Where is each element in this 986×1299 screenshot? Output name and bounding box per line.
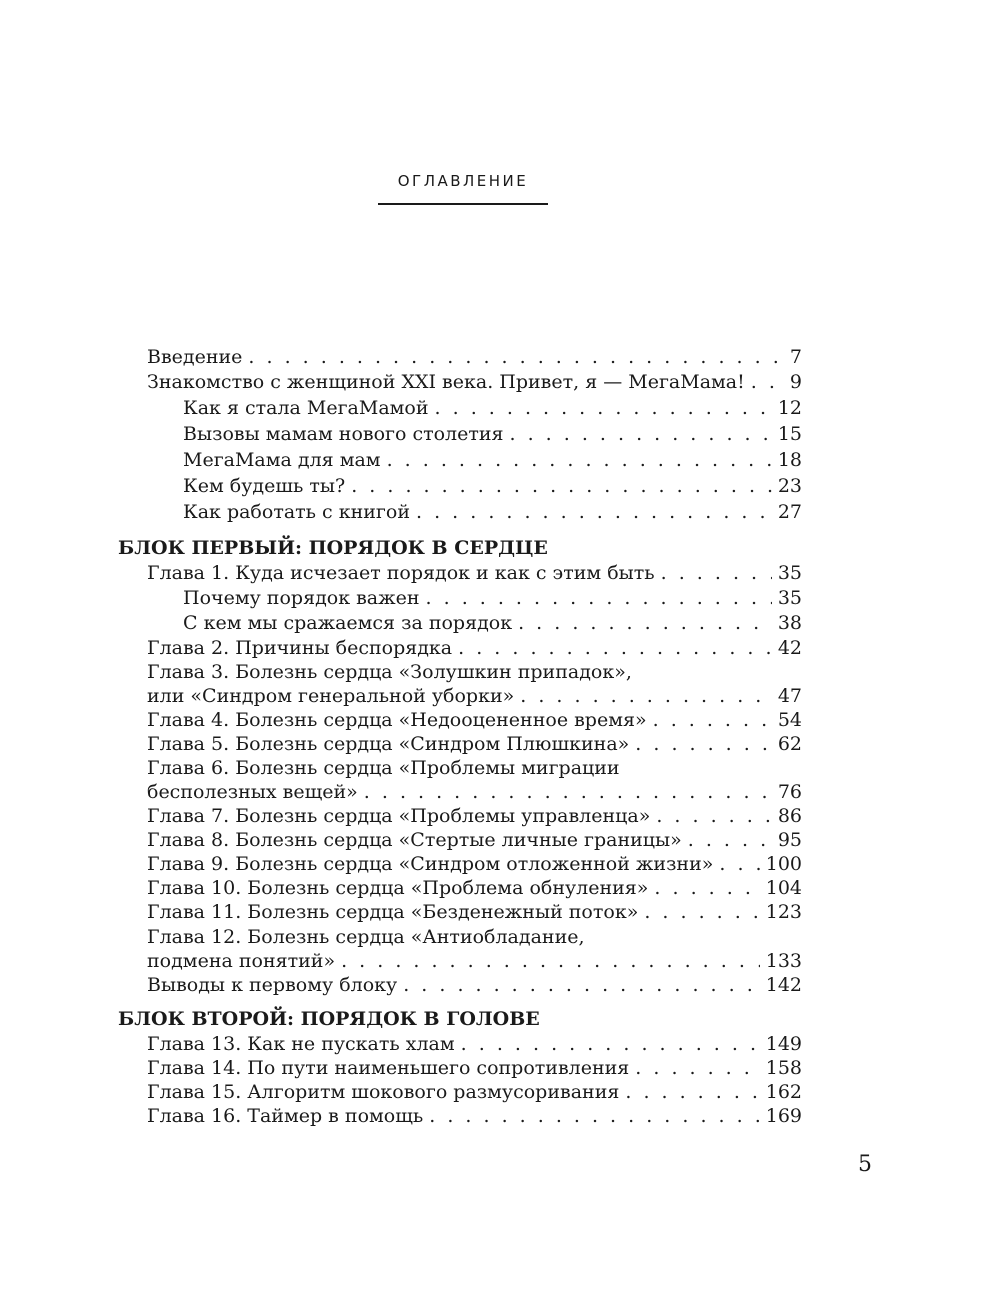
toc-entry-title: Глава 14. По пути наименьшего сопротивления xyxy=(147,1057,630,1079)
dot-leader xyxy=(248,345,783,369)
dot-leader xyxy=(635,1056,759,1080)
toc-entry-title: Глава 4. Болезнь сердца «Недооцененное время» xyxy=(147,709,647,731)
toc-entry-title: Вызовы мамам нового столетия xyxy=(183,423,504,445)
dot-leader xyxy=(635,732,772,756)
toc-heading: ОГЛАВЛЕНИЕ xyxy=(397,172,529,190)
toc-page-number: 76 xyxy=(777,781,802,803)
toc-entry-title: Глава 11. Болезнь сердца «Безденежный поток» xyxy=(147,901,639,923)
dot-leader xyxy=(416,500,772,524)
toc-page-number: 162 xyxy=(765,1081,802,1103)
toc-entry-title: Глава 7. Болезнь сердца «Проблемы управленца» xyxy=(147,805,651,827)
toc-page-number: 149 xyxy=(765,1033,802,1055)
dot-leader xyxy=(461,1032,760,1056)
toc-page-number: 100 xyxy=(765,853,802,875)
dot-leader xyxy=(387,448,772,472)
toc-entry[interactable] xyxy=(147,876,802,900)
toc-entry[interactable] xyxy=(147,1056,802,1080)
dot-leader xyxy=(429,1104,759,1128)
toc-entry[interactable] xyxy=(147,370,802,394)
toc-entry-title: МегаМама для мам xyxy=(183,449,381,471)
toc-entry[interactable] xyxy=(147,636,802,660)
toc-entry[interactable] xyxy=(147,973,802,997)
toc-entry[interactable] xyxy=(147,684,802,708)
toc-entry-title: подмена понятий» xyxy=(147,950,336,972)
toc-entry-title: Глава 5. Болезнь сердца «Синдром Плюшкина» xyxy=(147,733,630,755)
toc-entry[interactable] xyxy=(183,586,802,610)
page-number: 5 xyxy=(858,1152,872,1177)
dot-leader xyxy=(625,1080,759,1104)
toc-page-number: 47 xyxy=(777,685,802,707)
dot-leader xyxy=(654,876,759,900)
toc-page-number: 62 xyxy=(777,733,802,755)
dot-leader xyxy=(688,828,772,852)
toc-entry-title: Глава 13. Как не пускать хлам xyxy=(147,1033,455,1055)
toc-entry[interactable] xyxy=(147,925,802,949)
dot-leader xyxy=(426,586,772,610)
dot-leader xyxy=(518,611,772,635)
toc-entry[interactable] xyxy=(147,780,802,804)
toc-page-number: 12 xyxy=(777,397,802,419)
dot-leader xyxy=(520,684,772,708)
toc-entry[interactable] xyxy=(147,660,802,684)
toc-entry-title: Как работать с книгой xyxy=(183,501,410,523)
toc-page-number: 54 xyxy=(777,709,802,731)
toc-page-number: 35 xyxy=(777,587,802,609)
toc-entry[interactable] xyxy=(183,611,802,635)
toc-page-number: 86 xyxy=(777,805,802,827)
toc-entry-title: Глава 10. Болезнь сердца «Проблема обнуления» xyxy=(147,877,649,899)
toc-entry[interactable] xyxy=(147,828,802,852)
toc-page-number: 27 xyxy=(777,501,802,523)
toc-entry-title: Глава 16. Таймер в помощь xyxy=(147,1105,424,1127)
dot-leader xyxy=(661,561,772,585)
toc-page-number: 104 xyxy=(765,877,802,899)
toc-entry[interactable] xyxy=(147,852,802,876)
toc-page-number: 42 xyxy=(777,637,802,659)
dot-leader xyxy=(719,852,759,876)
toc-entry-title: Глава 2. Причины беспорядка xyxy=(147,637,453,659)
toc-page-number: 133 xyxy=(765,950,802,972)
toc-page-number: 35 xyxy=(777,562,802,584)
dot-leader xyxy=(510,422,772,446)
toc-entry[interactable] xyxy=(183,474,802,498)
toc-entry-title: С кем мы сражаемся за порядок xyxy=(183,612,513,634)
dot-leader xyxy=(644,900,759,924)
toc-page-number: 18 xyxy=(777,449,802,471)
toc-entry-title: Как я стала МегаМамой xyxy=(183,397,429,419)
toc-entry[interactable] xyxy=(147,561,802,585)
toc-entry-title: Глава 9. Болезнь сердца «Синдром отложенной жизни» xyxy=(147,853,714,875)
toc-entry[interactable] xyxy=(147,804,802,828)
toc-entry[interactable] xyxy=(183,396,802,420)
toc-entry-title: или «Синдром генеральной уборки» xyxy=(147,685,515,707)
dot-leader xyxy=(364,780,772,804)
toc-entry[interactable] xyxy=(147,949,802,973)
dot-leader xyxy=(403,973,760,997)
dot-leader xyxy=(653,708,772,732)
toc-entry[interactable] xyxy=(183,448,802,472)
toc-entry[interactable] xyxy=(147,345,802,369)
toc-page-number: 23 xyxy=(777,475,802,497)
dot-leader xyxy=(458,636,772,660)
toc-entry-title: Глава 15. Алгоритм шокового размусоривания xyxy=(147,1081,620,1103)
toc-page-number: 158 xyxy=(765,1057,802,1079)
toc-entry-title: бесполезных вещей» xyxy=(147,781,358,803)
toc-section-heading: БЛОК ПЕРВЫЙ: ПОРЯДОК В СЕРДЦЕ xyxy=(118,537,548,559)
toc-entry[interactable] xyxy=(147,732,802,756)
toc-entry-title: Глава 1. Куда исчезает порядок и как с этим быть xyxy=(147,562,655,584)
toc-entry[interactable] xyxy=(147,1032,802,1056)
dot-leader xyxy=(351,474,772,498)
toc-page-number: 7 xyxy=(789,346,802,368)
toc-page-number: 38 xyxy=(777,612,802,634)
toc-entry[interactable] xyxy=(183,500,802,524)
toc-entry[interactable] xyxy=(147,708,802,732)
dot-leader xyxy=(435,396,772,420)
toc-page-number: 142 xyxy=(765,974,802,996)
toc-section-heading: БЛОК ВТОРОЙ: ПОРЯДОК В ГОЛОВЕ xyxy=(118,1008,540,1030)
toc-page-number: 15 xyxy=(777,423,802,445)
dot-leader xyxy=(656,804,771,828)
toc-page-number: 123 xyxy=(765,901,802,923)
dot-leader xyxy=(341,949,760,973)
toc-page-number: 9 xyxy=(789,371,802,393)
dot-leader xyxy=(751,370,784,394)
toc-entry-title: Знакомство с женщиной XXI века. Привет, я — МегаМама! xyxy=(147,371,745,393)
toc-entry-title: Выводы к первому блоку xyxy=(147,974,398,996)
toc-entry-title: Глава 6. Болезнь сердца «Проблемы миграции xyxy=(147,757,620,779)
toc-entry-title: Почему порядок важен xyxy=(183,587,420,609)
toc-entry-title: Кем будешь ты? xyxy=(183,475,346,497)
toc-entry-title: Глава 3. Болезнь сердца «Золушкин припадок», xyxy=(147,661,632,683)
toc-entry-title: Глава 8. Болезнь сердца «Стертые личные границы» xyxy=(147,829,682,851)
toc-entry[interactable] xyxy=(147,1080,802,1104)
toc-entry[interactable] xyxy=(147,1104,802,1128)
toc-entry[interactable] xyxy=(147,756,802,780)
toc-page-number: 169 xyxy=(765,1105,802,1127)
toc-page-number: 95 xyxy=(777,829,802,851)
toc-entry[interactable] xyxy=(147,900,802,924)
toc-entry-title: Введение xyxy=(147,346,243,368)
toc-entry-title: Глава 12. Болезнь сердца «Антиобладание, xyxy=(147,926,585,948)
toc-entry[interactable] xyxy=(183,422,802,446)
